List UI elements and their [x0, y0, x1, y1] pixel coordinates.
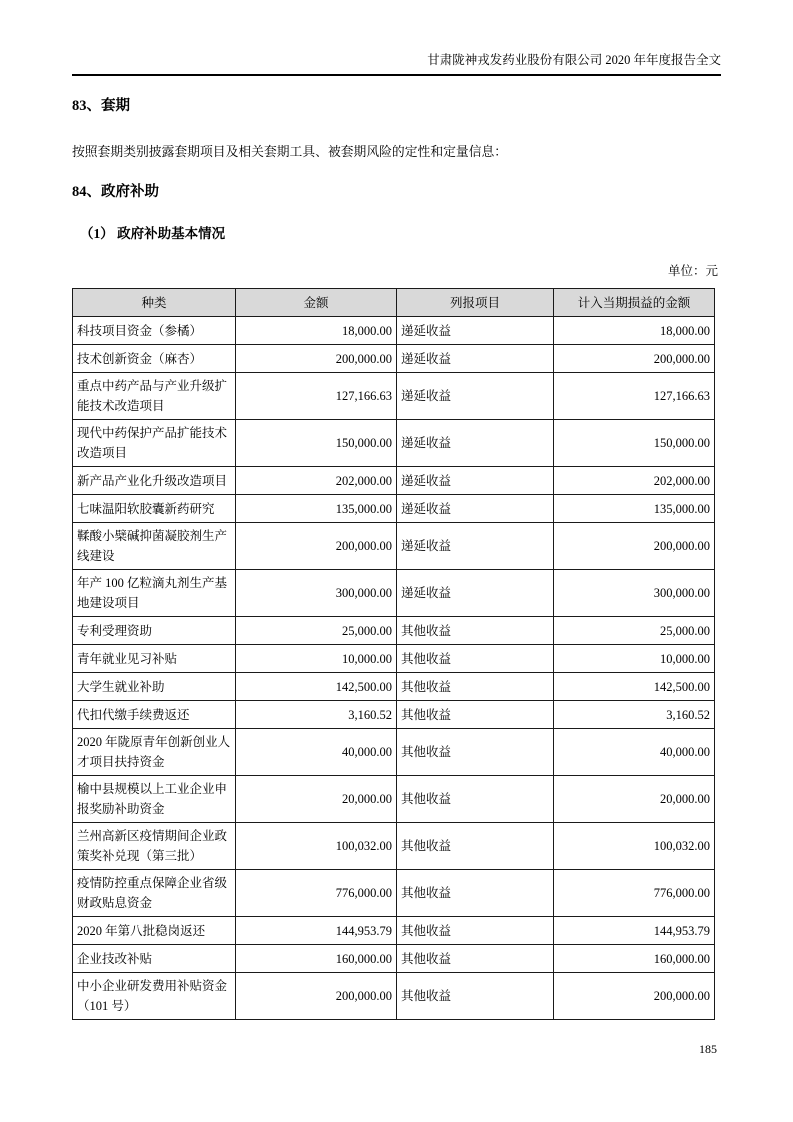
table-cell: 150,000.00	[236, 420, 397, 467]
table-row	[73, 617, 715, 645]
table-cell: 40,000.00	[554, 729, 715, 776]
table-cell: 其他收益	[397, 973, 554, 1020]
table-cell: 100,032.00	[554, 823, 715, 870]
table-cell: 18,000.00	[236, 317, 397, 345]
table-cell: 其他收益	[397, 645, 554, 673]
table-cell: 重点中药产品与产业升级扩能技术改造项目	[73, 373, 236, 420]
table-cell: 其他收益	[397, 917, 554, 945]
table-cell: 40,000.00	[236, 729, 397, 776]
table-cell: 200,000.00	[236, 523, 397, 570]
table-row	[73, 701, 715, 729]
table-cell: 142,500.00	[554, 673, 715, 701]
table-row	[73, 973, 715, 1020]
table-cell: 127,166.63	[236, 373, 397, 420]
table-row	[73, 673, 715, 701]
table-cell: 其他收益	[397, 870, 554, 917]
table-cell: 144,953.79	[236, 917, 397, 945]
table-cell: 20,000.00	[236, 776, 397, 823]
section-83-heading: 83、套期	[72, 98, 130, 114]
table-cell: 127,166.63	[554, 373, 715, 420]
table-cell: 160,000.00	[236, 945, 397, 973]
subsection-1-heading: （1） 政府补助基本情况	[80, 226, 226, 241]
table-cell: 100,032.00	[236, 823, 397, 870]
table-cell: 10,000.00	[554, 645, 715, 673]
table-cell: 776,000.00	[236, 870, 397, 917]
table-cell: 新产品产业化升级改造项目	[73, 467, 236, 495]
table-cell: 20,000.00	[554, 776, 715, 823]
table-cell: 300,000.00	[236, 570, 397, 617]
table-row	[73, 729, 715, 776]
table-row	[73, 570, 715, 617]
table-row	[73, 467, 715, 495]
table-row	[73, 776, 715, 823]
table-row	[73, 373, 715, 420]
table-row	[73, 823, 715, 870]
table-cell: 25,000.00	[554, 617, 715, 645]
section-84-heading: 84、政府补助	[72, 184, 159, 200]
page-content	[72, 52, 721, 1020]
table-row	[73, 945, 715, 973]
table-cell: 递延收益	[397, 523, 554, 570]
col-header-presentation-item: 列报项目	[397, 289, 554, 317]
table-cell: 兰州高新区疫情期间企业政策奖补兑现（第三批）	[73, 823, 236, 870]
table-cell: 技术创新资金（麻杏）	[73, 345, 236, 373]
table-cell: 其他收益	[397, 673, 554, 701]
table-cell: 专利受理资助	[73, 617, 236, 645]
subsidy-table-body	[73, 317, 715, 1020]
table-cell: 3,160.52	[236, 701, 397, 729]
table-cell: 疫情防控重点保障企业省级财政贴息资金	[73, 870, 236, 917]
table-row	[73, 917, 715, 945]
col-header-amount-in-current-profit: 计入当期损益的金额	[554, 289, 715, 317]
table-cell: 其他收益	[397, 823, 554, 870]
table-cell: 青年就业见习补贴	[73, 645, 236, 673]
table-cell: 2020 年第八批稳岗返还	[73, 917, 236, 945]
table-row	[73, 645, 715, 673]
page-number: 185	[699, 1042, 717, 1056]
table-header-row	[73, 289, 715, 317]
col-header-type: 种类	[73, 289, 236, 317]
table-cell: 递延收益	[397, 495, 554, 523]
table-row	[73, 345, 715, 373]
table-row	[73, 420, 715, 467]
table-cell: 其他收益	[397, 729, 554, 776]
table-cell: 200,000.00	[554, 345, 715, 373]
table-row	[73, 317, 715, 345]
table-cell: 202,000.00	[236, 467, 397, 495]
table-cell: 其他收益	[397, 701, 554, 729]
table-cell: 递延收益	[397, 467, 554, 495]
table-cell: 其他收益	[397, 776, 554, 823]
table-cell: 其他收益	[397, 617, 554, 645]
table-cell: 2020 年陇原青年创新创业人才项目扶持资金	[73, 729, 236, 776]
col-header-amount: 金额	[236, 289, 397, 317]
table-cell: 现代中药保护产品扩能技术改造项目	[73, 420, 236, 467]
government-subsidy-table	[72, 288, 715, 1020]
table-cell: 年产 100 亿粒滴丸剂生产基地建设项目	[73, 570, 236, 617]
table-cell: 科技项目资金（参橘）	[73, 317, 236, 345]
table-cell: 135,000.00	[554, 495, 715, 523]
table-cell: 代扣代缴手续费返还	[73, 701, 236, 729]
table-cell: 递延收益	[397, 570, 554, 617]
table-row	[73, 870, 715, 917]
table-cell: 大学生就业补助	[73, 673, 236, 701]
table-cell: 150,000.00	[554, 420, 715, 467]
table-cell: 鞣酸小檗碱抑菌凝胶剂生产线建设	[73, 523, 236, 570]
table-cell: 七味温阳软胶囊新药研究	[73, 495, 236, 523]
table-cell: 递延收益	[397, 373, 554, 420]
table-row	[73, 495, 715, 523]
table-cell: 142,500.00	[236, 673, 397, 701]
table-cell: 160,000.00	[554, 945, 715, 973]
section-83-body: 按照套期类别披露套期项目及相关套期工具、被套期风险的定性和定量信息：	[72, 145, 508, 159]
table-cell: 递延收益	[397, 317, 554, 345]
table-cell: 144,953.79	[554, 917, 715, 945]
table-cell: 18,000.00	[554, 317, 715, 345]
header-rule	[72, 74, 721, 76]
table-row	[73, 523, 715, 570]
table-cell: 其他收益	[397, 945, 554, 973]
table-cell: 10,000.00	[236, 645, 397, 673]
table-cell: 200,000.00	[554, 973, 715, 1020]
report-header-title: 甘肃陇神戎发药业股份有限公司 2020 年年度报告全文	[427, 53, 721, 67]
table-cell: 200,000.00	[236, 345, 397, 373]
unit-label: 单位：元	[667, 264, 718, 278]
table-cell: 200,000.00	[236, 973, 397, 1020]
table-cell: 榆中县规模以上工业企业申报奖励补助资金	[73, 776, 236, 823]
table-cell: 200,000.00	[554, 523, 715, 570]
table-cell: 3,160.52	[554, 701, 715, 729]
table-cell: 中小企业研发费用补贴资金（101 号）	[73, 973, 236, 1020]
table-cell: 776,000.00	[554, 870, 715, 917]
table-cell: 企业技改补贴	[73, 945, 236, 973]
table-cell: 202,000.00	[554, 467, 715, 495]
table-cell: 递延收益	[397, 420, 554, 467]
table-cell: 25,000.00	[236, 617, 397, 645]
table-cell: 135,000.00	[236, 495, 397, 523]
table-cell: 递延收益	[397, 345, 554, 373]
table-cell: 300,000.00	[554, 570, 715, 617]
